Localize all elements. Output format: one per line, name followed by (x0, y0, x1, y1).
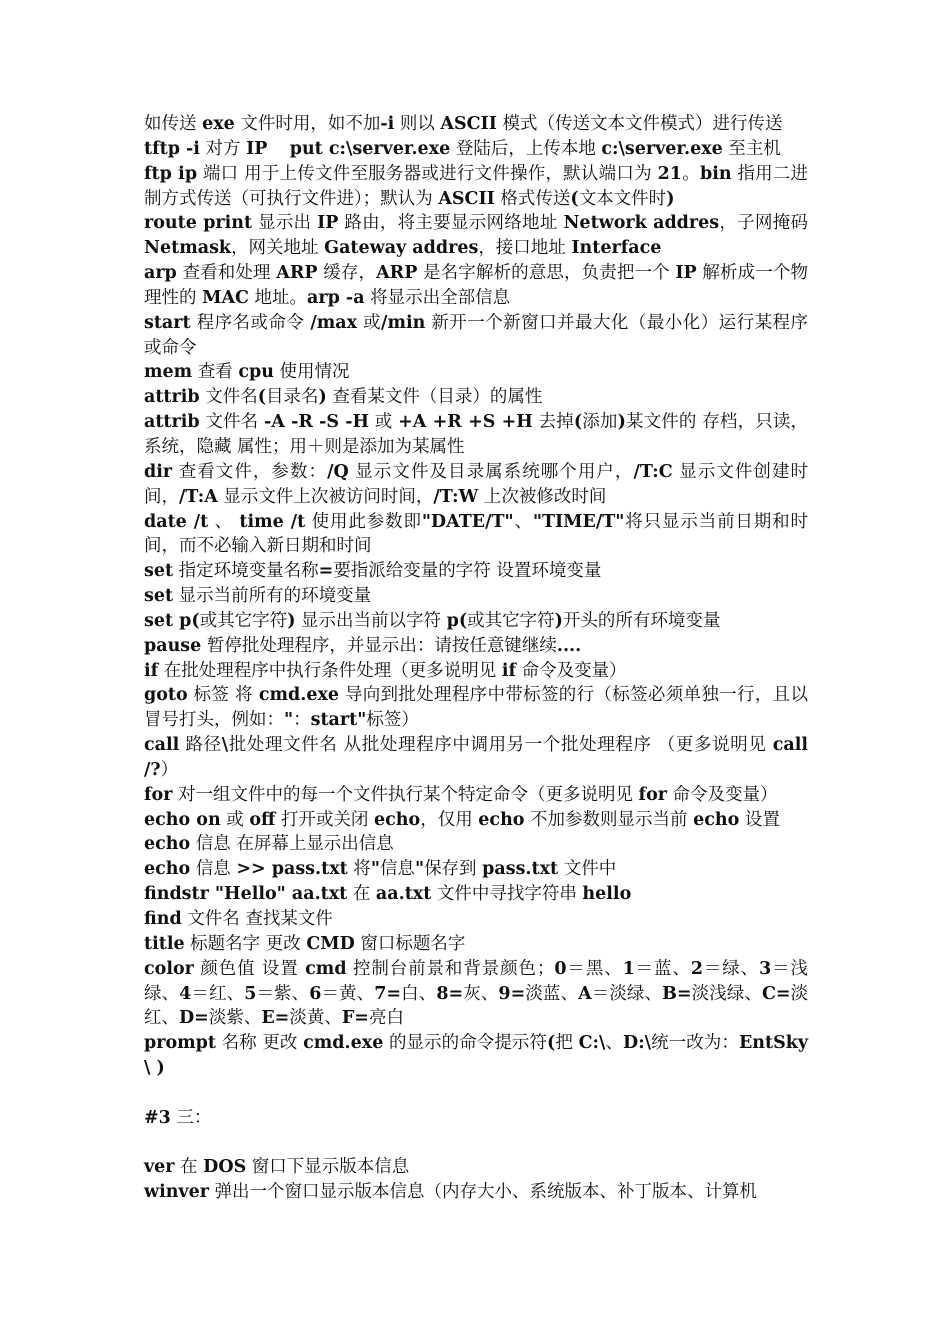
paragraph (144, 1031, 808, 1081)
description-text: ＝红、 (191, 983, 245, 1004)
command-text: /T:W (433, 486, 479, 507)
description-text: 文件中寻找字符串 (431, 884, 583, 905)
description-text: 路由，将主要显示网络地址 (338, 213, 564, 234)
description-text: 或其它字符 (467, 610, 555, 631)
command-text: cmd (305, 958, 347, 979)
command-text: title (144, 933, 185, 954)
description-text: 命令及变量） (666, 784, 778, 805)
command-text: ftp ip (144, 163, 198, 184)
description-text: 文件名 (199, 412, 264, 433)
command-text: ( (547, 1033, 556, 1054)
description-text: 设置 (739, 809, 780, 830)
command-text: cpu (238, 362, 274, 383)
paragraph (144, 857, 808, 882)
command-text: ver (144, 1157, 175, 1178)
description-text: 使用此参数即 (305, 511, 422, 532)
description-text: 如传送 (144, 114, 203, 134)
command-text: " (414, 859, 425, 880)
description-text: 暂停批处理程序，并显示出：请按任意键继续 (201, 635, 557, 656)
description-text: 显示当前所有的环境变量 (173, 586, 372, 607)
paragraph (144, 360, 808, 385)
description-text: 信息 在屏幕上显示出信息 (190, 834, 394, 855)
paragraph (144, 211, 814, 261)
command-text: tftp -i (144, 138, 200, 159)
description-text: 文件名 查找某文件 (181, 909, 333, 929)
description-text: 路径 (179, 735, 222, 756)
description-text: 登陆后，上传本地 (450, 138, 602, 159)
description-text: 淡蓝、 (525, 983, 579, 1004)
description-text: 标题名字 更改 (184, 933, 307, 954)
command-text: /T:C (633, 461, 673, 482)
description-text: 标签 将 (187, 685, 259, 706)
description-text: 的显示的命令提示符 (383, 1033, 548, 1054)
description-text: 白、 (401, 983, 437, 1004)
command-text: " (370, 859, 380, 880)
command-text: CMD (306, 933, 355, 954)
description-text: 信息 (190, 859, 237, 880)
command-text: E= (261, 1008, 290, 1029)
command-text: start (144, 312, 191, 333)
description-text: 批处理文件名 从批处理程序中调用另一个批处理程序 （更多说明见 (228, 735, 773, 756)
description-text: 窗口下显示版本信息 (246, 1157, 410, 1178)
paragraph (144, 832, 808, 857)
paragraph (144, 634, 808, 659)
description-text: 显示文件创建时间， (144, 461, 809, 507)
command-text: 3 (759, 958, 772, 979)
description-text: 模式（传送文本文件模式）进行传送 (496, 114, 783, 134)
description-text: 去掉 (532, 412, 574, 433)
command-text: " (284, 710, 294, 731)
command-text: ) (318, 387, 327, 408)
description-text: ＝绿、 (703, 958, 760, 979)
command-text: .... (556, 635, 582, 656)
description-text: 信息 (379, 859, 415, 880)
command-text: 1 (622, 958, 635, 979)
description-text: 命令及变量） (516, 660, 627, 681)
description-text: ＝浅绿、 (144, 958, 809, 1004)
paragraph (144, 261, 808, 311)
command-text: goto (144, 685, 188, 706)
command-text: date /t (144, 511, 209, 532)
command-text: \ (221, 735, 229, 756)
command-text: >> pass.txt (236, 859, 348, 880)
description-text: 或 (220, 809, 250, 830)
description-text: 显示文件上次被访问时间， (217, 486, 434, 507)
command-text: if (501, 660, 516, 681)
description-text: 在 (347, 884, 376, 905)
description-text: ＝淡绿、 (591, 983, 663, 1004)
command-text: attrib (144, 387, 200, 408)
description-text: 上次被修改时间 (478, 486, 607, 507)
command-text: ) (287, 610, 296, 631)
command-text: hello (582, 884, 632, 905)
command-text: F= (341, 1008, 369, 1029)
command-text: exe (202, 114, 235, 134)
command-text: 5 (244, 983, 257, 1004)
blank-line (144, 1081, 808, 1106)
description-text: 解析成一个物理性的 (144, 263, 809, 308)
command-text: call /? (144, 735, 815, 780)
description-text: 缓存， (317, 263, 377, 284)
command-text: echo (374, 809, 421, 830)
description-text: 保存到 (424, 859, 483, 880)
command-text: 2 (690, 958, 704, 979)
description-text: 三： (170, 1107, 212, 1128)
description-text: 淡红、 (144, 983, 809, 1029)
paragraph (144, 932, 808, 957)
description-text: 查看 (192, 362, 239, 383)
description-text: 淡黄、 (289, 1008, 342, 1029)
description-text: 是名字解析的意思，负责把一个 (417, 263, 676, 284)
command-text: ARP (376, 263, 418, 284)
command-text: = (318, 561, 334, 582)
command-text: -A -R -S -H (263, 412, 370, 433)
description-text: 新开一个新窗口并最大化（最小化）运行某程序或命令 (144, 312, 808, 358)
paragraph (144, 162, 808, 212)
description-text: 、 (208, 511, 240, 532)
description-text: 将只显示当前日期和时间，而不必输入新日期和时间 (144, 511, 808, 557)
command-text: mem (144, 362, 193, 383)
paragraph (144, 112, 808, 137)
description-text: ＝黄、 (321, 983, 375, 1004)
command-text: 4 (179, 983, 192, 1004)
description-text: 文本文件时 (578, 188, 667, 209)
paragraph (144, 584, 808, 609)
paragraph (144, 311, 808, 361)
command-text: pause (144, 635, 202, 656)
command-text: cmd.exe (258, 685, 340, 706)
paragraph (144, 137, 808, 162)
description-text: 开头的所有环境变量 (562, 610, 721, 631)
command-text: /Q (327, 461, 349, 482)
command-text: ( (257, 387, 266, 408)
description-text: 文件中 (558, 859, 617, 880)
blank-line (144, 1131, 808, 1156)
description-text: ，仅用 (420, 809, 479, 830)
command-text: pass.txt (482, 859, 559, 880)
description-text: 某文件的 存档，只读，系统，隐藏 属性；用＋则是添加为某属性 (144, 412, 809, 457)
description-text: 显示出当前以字符 (295, 610, 447, 631)
description-text: 颜色值 设置 (193, 958, 306, 979)
command-text: time /t (239, 511, 306, 532)
command-text: ) (666, 188, 675, 209)
description-text: 对一组文件中的每一个文件执行某个特定命令（更多说明见 (172, 784, 639, 805)
command-text: /max (310, 312, 358, 333)
command-text: color (144, 958, 194, 979)
description-text: 至主机 (722, 138, 781, 159)
command-text: IP (246, 138, 268, 159)
paragraph (144, 559, 808, 584)
description-text: 不加参数则显示当前 (524, 809, 694, 830)
paragraph (144, 1180, 808, 1205)
command-text: for (144, 784, 173, 805)
paragraph (144, 733, 815, 783)
description-text: 使用情况 (273, 362, 350, 383)
description-text: 则以 (394, 114, 441, 134)
command-text: /T:A (179, 486, 218, 507)
description-text: 或 (357, 312, 382, 333)
description-text: ，接口地址 (478, 238, 572, 259)
description-text: 查看文件，参数： (172, 461, 328, 482)
description-text: 文件名 (199, 387, 258, 408)
command-text: DOS (203, 1157, 247, 1178)
paragraph (144, 683, 808, 733)
command-text: B= (662, 983, 692, 1004)
command-text: route print (144, 213, 253, 234)
description-text: 窗口标题名字 (354, 933, 466, 954)
command-text: arp (144, 263, 177, 284)
description-text (267, 139, 289, 159)
command-text: ( (570, 188, 579, 209)
description-text: 标签） (366, 710, 419, 731)
description-text: 把 (555, 1033, 579, 1054)
command-text: A (578, 983, 592, 1004)
description-text: 指用二进制方式传送（可执行文件进）；默认为 (144, 163, 809, 209)
command-text: attrib (144, 412, 200, 433)
description-text: 灰、 (463, 983, 499, 1004)
command-text: ( (573, 412, 583, 433)
description-text: ＝紫、 (256, 983, 310, 1004)
description-text: 查看某文件（目录）的属性 (326, 387, 543, 408)
description-text: 在 (174, 1157, 204, 1178)
command-text: EntSky\ ) (144, 1033, 809, 1079)
command-text: 0 (554, 958, 567, 979)
command-text: IP (675, 263, 697, 284)
description-text: 淡浅绿、 (691, 983, 762, 1004)
command-text: echo (693, 809, 740, 830)
command-text: set (144, 586, 174, 607)
command-text: ) (617, 412, 626, 433)
command-text: Netmask (144, 238, 232, 259)
command-text: winver (144, 1182, 209, 1203)
command-text: -i (380, 114, 395, 134)
command-text: cmd.exe (303, 1033, 384, 1054)
description-text: 要指派给变量的字符 设置环境变量 (333, 561, 602, 582)
description-text: 、 (605, 1033, 624, 1054)
description-text: 指定环境变量名称 (173, 561, 319, 582)
command-text: "TIME/T" (532, 511, 625, 532)
description-text: ： (293, 710, 311, 731)
paragraph (144, 510, 808, 560)
description-text: 统一改为： (651, 1033, 739, 1054)
command-text: ASCII (438, 188, 495, 209)
description-text: 文件时用，如不加 (234, 114, 381, 134)
command-text: 21 (657, 163, 682, 184)
command-text: bin (699, 163, 732, 184)
command-text: echo (478, 809, 525, 830)
command-text: Gateway addres (324, 238, 479, 259)
description-text: 在批处理程序中执行条件处理（更多说明见 (158, 660, 502, 681)
command-text: call (144, 735, 180, 756)
command-text: prompt (144, 1033, 216, 1054)
command-text: D:\ (623, 1033, 652, 1054)
command-text: if (144, 660, 159, 681)
command-text: 9= (498, 983, 526, 1004)
description-text: 打开或关闭 (275, 809, 375, 830)
paragraph (144, 882, 808, 907)
command-text: p( (446, 610, 468, 631)
paragraph (144, 460, 808, 510)
command-text: echo (144, 859, 191, 880)
command-text: set (144, 561, 174, 582)
command-text: Network addres (563, 213, 720, 234)
paragraph (144, 1155, 808, 1180)
command-text: for (638, 784, 667, 805)
command-text: Interface (571, 238, 662, 259)
command-text: 8= (436, 983, 464, 1004)
command-text: c:\server.exe (601, 138, 723, 159)
command-text: dir (144, 461, 173, 482)
command-text: set p( (144, 610, 200, 631)
command-text: C= (761, 983, 791, 1004)
paragraph (144, 1106, 808, 1131)
paragraph (144, 808, 808, 833)
paragraph (144, 659, 808, 684)
command-text: MAC (202, 287, 249, 308)
description-text: 将显示出全部信息 (364, 287, 511, 308)
description-text: ，网关地址 (231, 238, 325, 259)
command-text: #3 (144, 1107, 171, 1128)
description-text: 程序名或命令 (190, 312, 311, 333)
paragraph (144, 907, 808, 932)
command-text: aa.txt (375, 884, 432, 905)
description-text: 导向到批处理程序中带标签的行（标签必须单独一行，且以冒号打头，例如： (144, 685, 808, 731)
description-text: ） (160, 759, 179, 780)
description-text: 对方 (199, 138, 247, 159)
description-text: ＝蓝、 (634, 958, 691, 979)
description-text: 查看和处理 (176, 263, 277, 284)
description-text: ＝黑、 (566, 958, 623, 979)
description-text: 显示出 (252, 213, 318, 234)
description-text: 。 (681, 163, 700, 184)
command-text: IP (317, 213, 339, 234)
description-text: 名称 更改 (215, 1033, 304, 1054)
command-text: echo on (144, 809, 221, 830)
command-text: 7= (374, 983, 402, 1004)
document-body (144, 112, 815, 1205)
description-text: 目录名 (265, 387, 319, 408)
command-text: ARP (276, 263, 318, 284)
description-text: 亮白 (368, 1008, 404, 1029)
command-text: findstr "Hello" aa.txt (144, 884, 348, 905)
paragraph (144, 609, 808, 634)
description-text: 格式传送 (494, 188, 571, 209)
command-text: D= (179, 1008, 209, 1029)
command-text: find (144, 909, 182, 929)
command-text: echo (144, 834, 191, 855)
description-text: 或 (369, 412, 399, 433)
paragraph (144, 385, 808, 410)
description-text: 地址。 (248, 287, 308, 308)
command-text: start" (310, 710, 367, 731)
paragraph (144, 957, 808, 1032)
command-text: 6 (309, 983, 322, 1004)
command-text: arp -a (307, 287, 365, 308)
description-text: 控制台前景和背景颜色； (346, 958, 555, 979)
command-text: +A +R +S +H (398, 412, 533, 433)
description-text: 或其它字符 (199, 610, 288, 631)
description-text: 端口 用于上传文件至服务器或进行文件操作，默认端口为 (197, 163, 658, 184)
command-text: put c:\server.exe (289, 138, 451, 159)
command-text: off (249, 809, 276, 830)
description-text: 显示文件及目录属系统哪个用户， (348, 461, 634, 482)
description-text: 、 (513, 511, 533, 532)
description-text: ，子网掩码 (719, 213, 814, 234)
command-text: "DATE/T" (421, 511, 514, 532)
paragraph (144, 410, 808, 460)
description-text: 将 (347, 859, 371, 880)
paragraph (144, 783, 808, 808)
command-text: ASCII (440, 114, 497, 134)
description-text: 弹出一个窗口显示版本信息（内存大小、系统版本、补丁版本、计算机 (208, 1182, 758, 1203)
description-text: 添加 (582, 412, 618, 433)
command-text: C:\ (578, 1033, 606, 1054)
description-text: 淡紫、 (208, 1008, 262, 1029)
command-text: ) (554, 610, 563, 631)
command-text: /min (381, 312, 426, 333)
